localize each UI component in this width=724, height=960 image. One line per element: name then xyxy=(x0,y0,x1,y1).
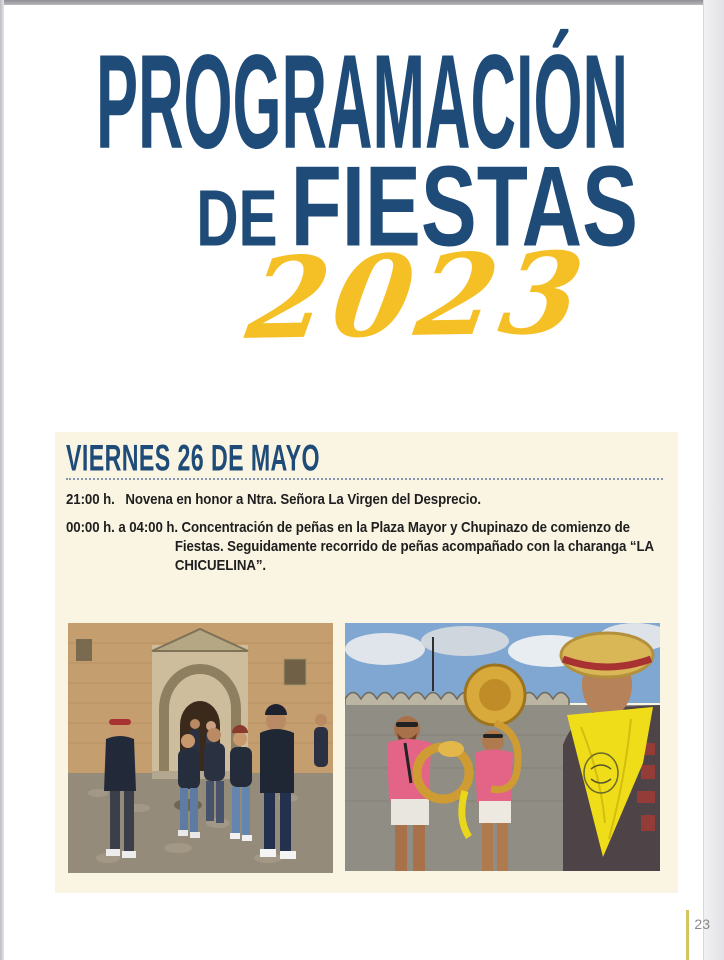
window-right xyxy=(284,659,306,685)
schedule-panel xyxy=(55,432,678,893)
title-line-1: PROGRAMACIÓN xyxy=(96,28,628,178)
scan-edge-left xyxy=(0,0,4,960)
photo-charanga-illustration xyxy=(345,623,660,871)
window-left xyxy=(76,639,92,661)
title-line-2-fiestas: FIESTAS xyxy=(290,143,638,271)
photo-charanga xyxy=(345,623,660,871)
event-description: Novena en honor a Ntra. Señora La Virgen del Desprecio. xyxy=(125,491,481,508)
event-description: Concentración de peñas en la Plaza Mayor y Chupinazo de comienzo de Fiestas. Seguidamente recorrido de peñas acompañado con la charanga “LA CHICUELINA”. xyxy=(174,519,654,574)
day-heading: VIERNES 26 DE MAYO xyxy=(66,438,320,480)
event-item xyxy=(66,490,668,509)
scan-edge-right xyxy=(703,0,724,960)
event-time: 00:00 h. a 04:00 h. xyxy=(66,519,178,536)
foreground-person xyxy=(561,633,660,871)
event-item xyxy=(66,518,668,575)
event-time: 21:00 h. xyxy=(66,491,115,508)
scan-edge-top xyxy=(0,0,724,5)
title-year: 2023 xyxy=(239,228,598,365)
tuba-bell xyxy=(438,741,464,757)
events-list xyxy=(66,490,668,575)
title-line-2-de: DE xyxy=(196,174,278,264)
page-number-tick xyxy=(686,910,689,960)
photo-church-plaza xyxy=(68,623,333,873)
photo-church-plaza-illustration xyxy=(68,623,333,873)
page-number: 23 xyxy=(694,916,710,932)
